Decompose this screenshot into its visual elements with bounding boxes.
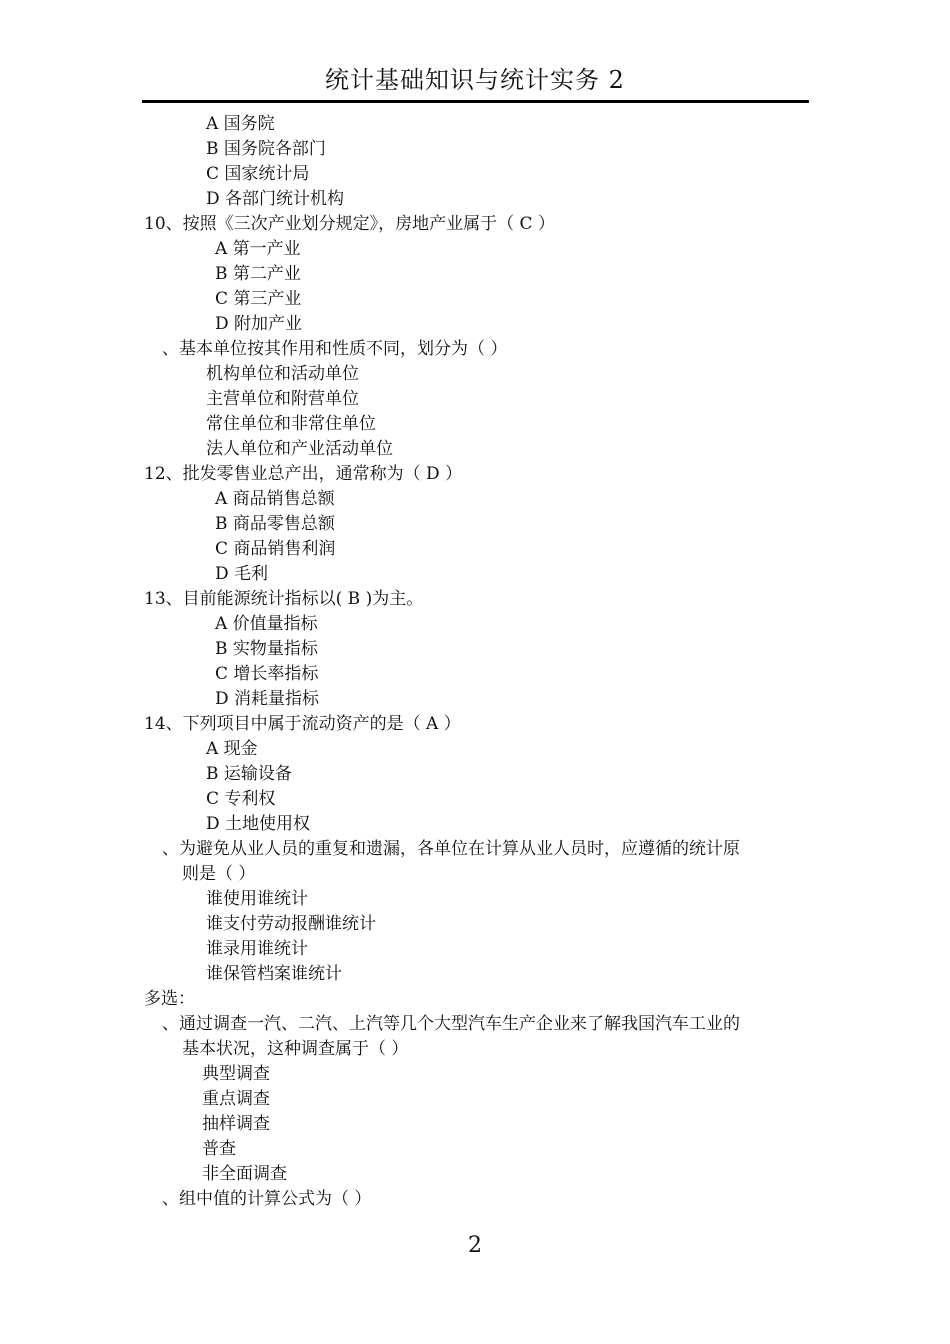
page-header-title: 统计基础知识与统计实务 2 xyxy=(325,66,625,94)
question-line: 10、按照《三次产业划分规定》，房地产业属于（ C ） xyxy=(144,214,555,234)
option-line: D 毛利 xyxy=(215,564,269,584)
option-line: A 现金 xyxy=(206,739,258,759)
option-line: 机构单位和活动单位 xyxy=(206,364,359,384)
option-line: C 第三产业 xyxy=(215,289,302,309)
option-line: C 商品销售利润 xyxy=(215,539,336,559)
option-line: D 消耗量指标 xyxy=(215,689,320,709)
option-line: C 专利权 xyxy=(206,789,276,809)
option-line: B 实物量指标 xyxy=(215,639,318,659)
option-line: D 各部门统计机构 xyxy=(206,189,345,209)
option-line: 普查 xyxy=(202,1139,236,1159)
option-line: B 第二产业 xyxy=(215,264,301,284)
option-line: B 运输设备 xyxy=(206,764,292,784)
option-line: B 商品零售总额 xyxy=(215,514,335,534)
option-line: 谁录用谁统计 xyxy=(206,939,308,959)
option-line: 法人单位和产业活动单位 xyxy=(206,439,393,459)
question-line: 12、批发零售业总产出，通常称为（ D ） xyxy=(144,464,463,484)
option-line: 常住单位和非常住单位 xyxy=(206,414,376,434)
page-number: 2 xyxy=(468,1233,482,1258)
option-line: A 第一产业 xyxy=(215,239,301,259)
option-line: 谁使用谁统计 xyxy=(206,889,308,909)
option-line: A 国务院 xyxy=(206,114,275,134)
question-line: 13、目前能源统计指标以( B )为主。 xyxy=(144,589,424,609)
question-line: 、通过调查一汽、二汽、上汽等几个大型汽车生产企业来了解我国汽车工业的 xyxy=(162,1014,740,1034)
option-line: C 国家统计局 xyxy=(206,164,310,184)
header-rule xyxy=(142,100,809,103)
option-line: D 附加产业 xyxy=(215,314,303,334)
option-line: 非全面调查 xyxy=(202,1164,287,1184)
option-line: D 土地使用权 xyxy=(206,814,311,834)
option-line: C 增长率指标 xyxy=(215,664,319,684)
option-line: 谁支付劳动报酬谁统计 xyxy=(206,914,376,934)
option-line: 谁保管档案谁统计 xyxy=(206,964,342,984)
section-heading: 多选： xyxy=(144,989,195,1009)
option-line: 典型调查 xyxy=(202,1064,270,1084)
option-line: 抽样调查 xyxy=(202,1114,270,1134)
question-line: 14、下列项目中属于流动资产的是（ A ） xyxy=(144,714,461,734)
question-line: 、基本单位按其作用和性质不同，划分为（ ） xyxy=(162,339,508,359)
question-line: 、组中值的计算公式为（ ） xyxy=(162,1189,372,1209)
option-line: 主营单位和附营单位 xyxy=(206,389,359,409)
option-line: 重点调查 xyxy=(202,1089,270,1109)
question-line-continued: 基本状况，这种调查属于（ ） xyxy=(182,1039,409,1059)
option-line: A 价值量指标 xyxy=(215,614,318,634)
question-line: 、为避免从业人员的重复和遗漏，各单位在计算从业人员时，应遵循的统计原 xyxy=(162,839,740,859)
option-line: A 商品销售总额 xyxy=(215,489,335,509)
option-line: B 国务院各部门 xyxy=(206,139,326,159)
question-line-continued: 则是（ ） xyxy=(182,864,256,884)
